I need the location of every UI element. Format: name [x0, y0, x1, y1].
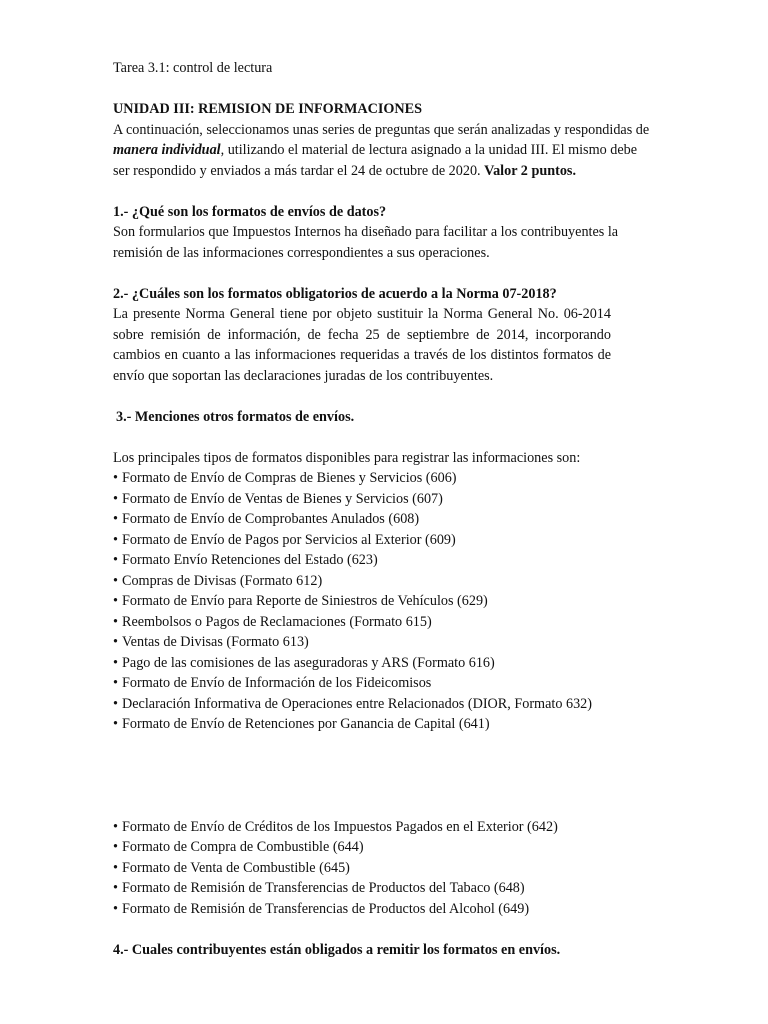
answer-2: La presente Norma General tiene por objeto sustituir la Norma General No. 06-2014 sobre remisión de información, de fecha 25 de septiembre de 2014, incorporando cambios en cuanto a las informaciones requeridas a través de los distintos formatos de envío que soportan las declaraciones juradas de los contribuyentes. [113, 306, 611, 384]
formats-list-continued [113, 817, 653, 920]
list-item [113, 714, 653, 735]
list-item [113, 653, 653, 674]
bullet-icon: • [113, 593, 118, 609]
intro-part1: A continuación, seleccionamos unas series de preguntas que serán analizadas y respondidas de [113, 121, 650, 138]
bullet-icon: • [113, 716, 118, 732]
list-item-text: Formato de Envío para Reporte de Siniestros de Vehículos (629) [122, 593, 488, 609]
list-item-text: Formato de Venta de Combustible (645) [122, 859, 350, 876]
bullet-icon: • [113, 839, 118, 855]
question-1: 1.- ¿Qué son los formatos de envíos de datos? [113, 203, 387, 220]
list-item [113, 612, 653, 633]
list-item-text: Compras de Divisas (Formato 612) [122, 572, 323, 589]
bullet-icon: • [113, 613, 118, 630]
list-item [113, 591, 653, 612]
formats-intro: Los principales tipos de formatos disponibles para registrar las informaciones son: [113, 449, 581, 466]
list-item [113, 509, 653, 530]
bullet-icon: • [113, 880, 118, 896]
list-item [113, 899, 653, 920]
list-item [113, 694, 653, 715]
bullet-icon: • [113, 859, 118, 876]
list-item [113, 837, 653, 858]
question-3: 3.- Menciones otros formatos de envíos. [116, 408, 355, 425]
bullet-icon: • [113, 511, 118, 527]
list-item-text: Formato de Envío de Información de los Fideicomisos [122, 675, 432, 691]
bullet-icon: • [113, 572, 118, 589]
list-item [113, 817, 653, 838]
question-2: 2.- ¿Cuáles son los formatos obligatorios de acuerdo a la Norma 07-2018? [113, 285, 557, 302]
bullet-icon: • [113, 531, 118, 548]
list-item [113, 878, 653, 899]
list-item-text: Formato de Compra de Combustible (644) [122, 839, 364, 855]
list-item-text: Formato de Remisión de Transferencias de Productos del Alcohol (649) [122, 900, 530, 917]
formats-list [113, 468, 653, 735]
bullet-icon: • [113, 695, 118, 712]
list-item-text: Formato de Envío de Retenciones por Ganancia de Capital (641) [122, 716, 490, 732]
list-item-text: Declaración Informativa de Operaciones entre Relacionados (DIOR, Formato 632) [122, 695, 592, 712]
bullet-icon: • [113, 675, 118, 691]
intro-part2: , utilizando el material de lectura asignado a la unidad III. El mismo debe ser respondido y enviados a más tardar el 24 de octubre de 2020. [113, 142, 638, 179]
intro-value: Valor 2 puntos. [484, 162, 576, 179]
list-item-text: Pago de las comisiones de las aseguradoras y ARS (Formato 616) [122, 654, 495, 671]
list-item-text: Formato Envío Retenciones del Estado (623) [122, 552, 378, 568]
intro-paragraph [113, 120, 653, 182]
list-item-text: Formato de Envío de Compras de Bienes y Servicios (606) [122, 470, 457, 486]
list-item [113, 632, 653, 653]
answer-1: Son formularios que Impuestos Internos ha diseñado para facilitar a los contribuyentes la remisión de las informaciones correspondientes a sus operaciones. [113, 224, 619, 261]
list-item [113, 858, 653, 879]
bullet-icon: • [113, 634, 118, 650]
document-page [113, 58, 653, 960]
list-item [113, 550, 653, 571]
task-title: Tarea 3.1: control de lectura [113, 60, 273, 76]
list-item [113, 673, 653, 694]
list-item-text: Formato de Envío de Ventas de Bienes y Servicios (607) [122, 490, 443, 507]
bullet-icon: • [113, 552, 118, 568]
bullet-icon: • [113, 490, 118, 507]
question-4: 4.- Cuales contribuyentes están obligados a remitir los formatos en envíos. [113, 941, 561, 958]
list-item [113, 468, 653, 489]
bullet-icon: • [113, 818, 118, 835]
bullet-icon: • [113, 470, 118, 486]
list-item [113, 571, 653, 592]
list-item-text: Formato de Envío de Pagos por Servicios al Exterior (609) [122, 531, 456, 548]
unit-title: UNIDAD III: REMISION DE INFORMACIONES [113, 101, 423, 117]
list-item-text: Formato de Envío de Comprobantes Anulados (608) [122, 511, 420, 527]
intro-emphasis: manera individual [113, 142, 221, 158]
bullet-icon: • [113, 900, 118, 917]
list-item-text: Formato de Remisión de Transferencias de Productos del Tabaco (648) [122, 880, 525, 896]
list-item [113, 530, 653, 551]
list-item-text: Reembolsos o Pagos de Reclamaciones (Formato 615) [122, 613, 432, 630]
list-item-text: Ventas de Divisas (Formato 613) [122, 634, 309, 650]
list-item-text: Formato de Envío de Créditos de los Impuestos Pagados en el Exterior (642) [122, 818, 558, 835]
list-item [113, 489, 653, 510]
bullet-icon: • [113, 654, 118, 671]
